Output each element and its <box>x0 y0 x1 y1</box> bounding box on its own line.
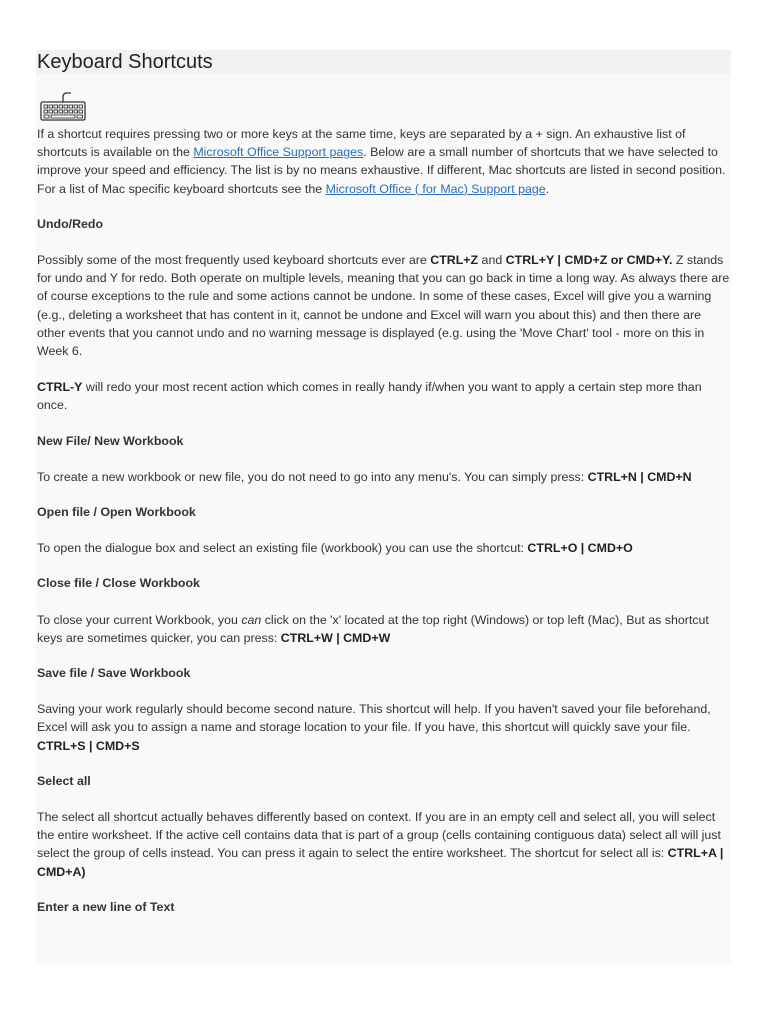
close-file-paragraph <box>37 611 730 647</box>
mac-support-link[interactable]: Microsoft Office ( for Mac) Support page <box>325 181 546 196</box>
shortcut-keys: CTRL+Y | CMD+Z or CMD+Y. <box>505 253 673 268</box>
body-text: To close your current Workbook, you <box>37 612 242 627</box>
intro-text: If a shortcut requires pressing two or more keys at the same time, keys are separated by a + sign. An exhaustive list of shortcuts is available on the <box>37 127 686 160</box>
document-body <box>36 125 731 916</box>
redo-paragraph <box>37 378 730 414</box>
shortcut-keys: CTRL-Y <box>37 380 83 395</box>
intro-text: . Below are a small number of shortcuts that we have selected to improve your speed and efficiency. The list is by no means exhaustive. If different, Mac shortcuts are listed in second position. For a list of Mac specific keyboard shortcuts see the <box>37 145 726 196</box>
body-text: Saving your work regularly should become second nature. This shortcut will help. If you haven't saved your file beforehand, Excel will ask you to assign a name and storage location to your file. If you have, this shortcut will quickly save your file. <box>37 702 711 735</box>
undo-redo-heading: Undo/Redo <box>37 216 104 231</box>
shortcut-keys: CTRL+N | CMD+N <box>587 469 692 484</box>
save-file-heading: Save file / Save Workbook <box>37 666 191 681</box>
intro-text: . <box>545 181 550 196</box>
undo-redo-paragraph <box>37 251 730 360</box>
body-text: Possibly some of the most frequently used keyboard shortcuts ever are <box>37 253 431 268</box>
open-file-heading: Open file / Open Workbook <box>37 505 196 520</box>
new-line-heading: Enter a new line of Text <box>37 899 175 914</box>
select-all-heading: Select all <box>37 773 91 788</box>
keyboard-icon <box>40 90 86 121</box>
office-support-link[interactable]: Microsoft Office Support pages <box>193 145 364 160</box>
select-all-paragraph <box>37 808 730 881</box>
body-text: The select all shortcut actually behaves differently based on context. If you are in an empty cell and select all, you will select the entire worksheet. If the active cell contains data that is part of a group (cells containing contiguous data) select all will just select the group of cells instead. You can press it again to select the entire worksheet. The shortcut for select all is: <box>37 810 721 861</box>
save-file-paragraph <box>37 700 730 755</box>
body-text: will redo your most recent action which comes in really handy if/when you want to apply a certain step more than once. <box>37 380 702 413</box>
shortcut-keys: CTRL+S | CMD+S <box>37 738 140 753</box>
open-file-paragraph <box>37 539 730 557</box>
shortcut-keys: CTRL+A | CMD+A) <box>37 846 724 879</box>
new-file-paragraph <box>37 468 730 486</box>
body-text: and <box>478 253 506 268</box>
shortcut-keys: CTRL+W | CMD+W <box>280 630 391 645</box>
intro-paragraph <box>37 125 730 198</box>
shortcut-keys: CTRL+O | CMD+O <box>527 541 633 556</box>
body-text: To open the dialogue box and select an existing file (workbook) you can use the shortcut: <box>37 541 528 556</box>
close-file-heading: Close file / Close Workbook <box>37 576 200 591</box>
body-text: To create a new workbook or new file, you do not need to go into any menu's. You can simply press: <box>37 469 588 484</box>
body-text: click on the 'x' located at the top right (Windows) or top left (Mac), But as shortcut keys are sometimes quicker, you can press: <box>37 612 709 645</box>
shortcut-keys: CTRL+Z <box>430 253 479 268</box>
document-page <box>36 50 731 965</box>
emphasis-text: can <box>241 612 262 627</box>
body-text: Z stands for undo and Y for redo. Both operate on multiple levels, meaning that you can go back in time a long way. As always there are of course exceptions to the rule and some actions cannot be undone. In some of these cases, Excel will give you a warning (e.g., deleting a worksheet that has content in it, cannot be undone and Excel will warn you about this) and then there are other events that you cannot undo and no warning message is displayed (e.g. using the 'Move Chart' tool - more on this in Week 6. <box>37 253 730 359</box>
page-title: Keyboard Shortcuts <box>36 50 731 74</box>
new-file-heading: New File/ New Workbook <box>37 433 184 448</box>
